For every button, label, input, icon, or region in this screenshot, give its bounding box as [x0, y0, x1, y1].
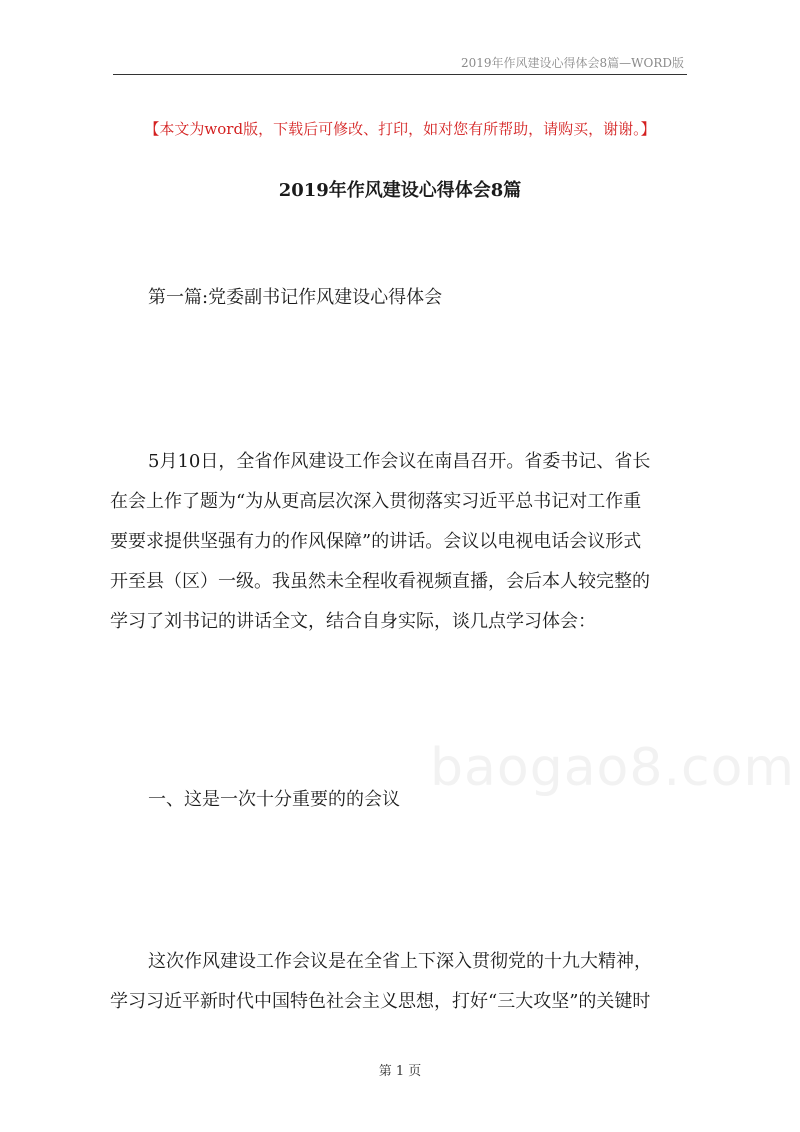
document-title: 2019年作风建设心得体会8篇 — [278, 180, 522, 201]
section-heading: 第一篇:党委副书记作风建设心得体会 — [148, 287, 443, 308]
paragraph-line: 学习习近平新时代中国特色社会主义思想，打好“三大攻坚”的关键时 — [110, 991, 651, 1012]
paragraph-line: 在会上作了题为“为从更高层次深入贯彻落实习近平总书记对工作重 — [110, 491, 642, 512]
footer-prefix: 第 — [378, 1064, 392, 1079]
paragraph-line: 这次作风建设工作会议是在全省上下深入贯彻党的十九大精神， — [148, 951, 652, 972]
paragraph-line: 学习了刘书记的讲话全文，结合自身实际，谈几点学习体会： — [110, 611, 596, 632]
paragraph-2 — [110, 942, 690, 1022]
paragraph-line: 开至县（区）一级。我虽然未全程收看视频直播，会后本人较完整的 — [110, 571, 650, 592]
footer-suffix: 页 — [408, 1064, 422, 1079]
page-header: 2019年作风建设心得体会8篇—WORD版 — [460, 56, 684, 70]
header-divider — [113, 74, 687, 75]
page-number: 1 — [395, 1064, 405, 1079]
paragraph-line: 5月10日，全省作风建设工作会议在南昌召开。省委书记、省长 — [148, 451, 651, 472]
purchase-notice: 【本文为word版，下载后可修改、打印，如对您有所帮助，请购买，谢谢。】 — [144, 120, 656, 138]
paragraph-line: 要要求提供坚强有力的作风保障”的讲话。会议以电视电话会议形式 — [110, 531, 642, 552]
paragraph-1 — [110, 442, 690, 642]
subheading: 一、这是一次十分重要的的会议 — [148, 789, 400, 810]
page-footer — [0, 1060, 800, 1079]
site-watermark: baogao8.com — [430, 738, 796, 798]
